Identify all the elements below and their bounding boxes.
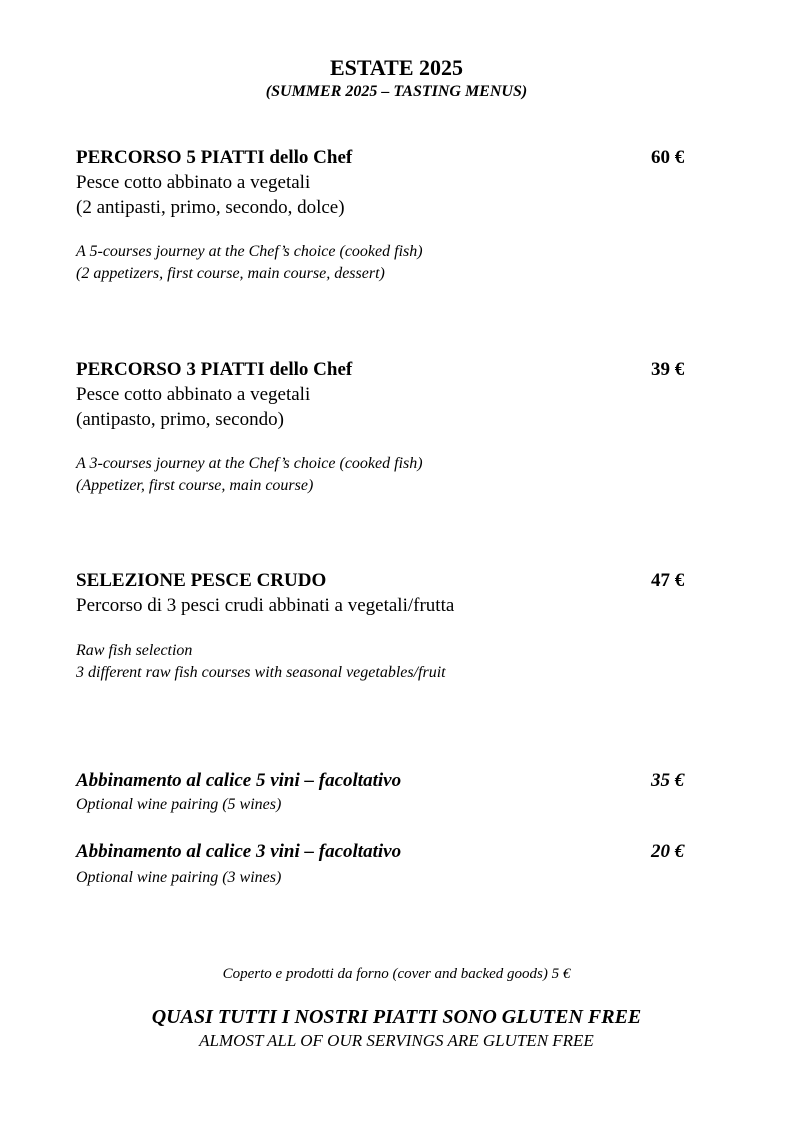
- menu-3-courses-desc: Pesce cotto abbinato a vegetali: [76, 384, 311, 405]
- menu-3-courses-en-courses: (Appetizer, first course, main course): [76, 477, 314, 494]
- menu-5-courses-title: PERCORSO 5 PIATTI dello Chef: [76, 147, 353, 168]
- gluten-free-notice: QUASI TUTTI I NOSTRI PIATTI SONO GLUTEN FREE: [151, 1006, 642, 1028]
- wine-pairing-5-price: 35 €: [651, 770, 685, 791]
- wine-pairing-3-en: Optional wine pairing (3 wines): [76, 869, 282, 886]
- wine-pairing-3-price: 20 €: [651, 841, 685, 862]
- menu-3-courses-courses: (antipasto, primo, secondo): [76, 409, 284, 430]
- menu-3-courses-title: PERCORSO 3 PIATTI dello Chef: [76, 359, 353, 380]
- raw-fish-en-desc: 3 different raw fish courses with seasonal vegetables/fruit: [76, 664, 446, 681]
- menu-5-courses-price: 60 €: [651, 147, 685, 168]
- menu-5-courses-courses: (2 antipasti, primo, secondo, dolce): [76, 197, 345, 218]
- menu-5-courses-desc: Pesce cotto abbinato a vegetali: [76, 172, 311, 193]
- menu-3-courses-price: 39 €: [651, 359, 685, 380]
- raw-fish-en-title: Raw fish selection: [76, 642, 193, 659]
- raw-fish-desc: Percorso di 3 pesci crudi abbinati a vegetali/frutta: [76, 595, 455, 616]
- gluten-free-notice-en: ALMOST ALL OF OUR SERVINGS ARE GLUTEN FREE: [199, 1031, 594, 1050]
- wine-pairing-3-title: Abbinamento al calice 3 vini – facoltativo: [76, 841, 402, 862]
- wine-pairing-5-title: Abbinamento al calice 5 vini – facoltativo: [76, 770, 402, 791]
- raw-fish-title: SELEZIONE PESCE CRUDO: [76, 570, 327, 591]
- cover-charge: Coperto e prodotti da forno (cover and backed goods) 5 €: [222, 966, 571, 982]
- page-subtitle: (SUMMER 2025 – TASTING MENUS): [265, 83, 528, 100]
- wine-pairing-5-en: Optional wine pairing (5 wines): [76, 796, 282, 813]
- page-title: ESTATE 2025: [329, 55, 464, 80]
- menu-3-courses-en-desc: A 3-courses journey at the Chef’s choice (cooked fish): [76, 455, 423, 472]
- menu-5-courses-en-desc: A 5-courses journey at the Chef’s choice (cooked fish): [76, 243, 423, 260]
- menu-5-courses-en-courses: (2 appetizers, first course, main course, dessert): [76, 265, 385, 282]
- raw-fish-price: 47 €: [651, 570, 685, 591]
